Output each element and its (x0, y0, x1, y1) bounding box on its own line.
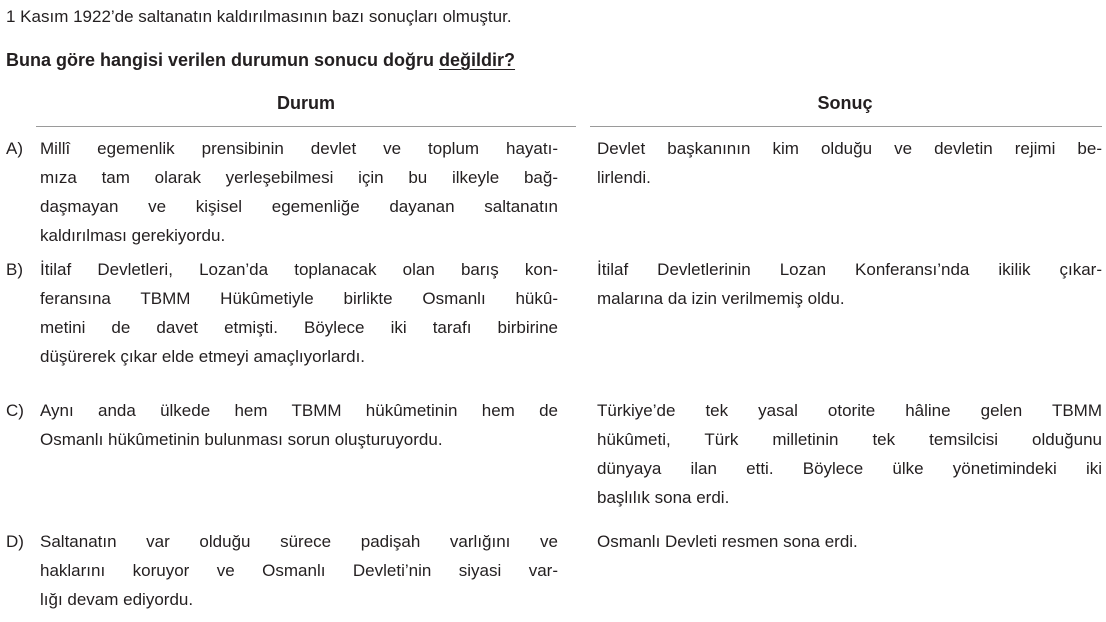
option-durum (40, 134, 558, 250)
durum-line: daşmayan ve kişisel egemenliğe dayanan saltanatın (40, 197, 558, 216)
option-sonuc (597, 527, 1102, 556)
durum-line: lığı devam ediyordu. (40, 590, 194, 609)
option-sonuc (597, 396, 1102, 512)
intro-text: 1 Kasım 1922’de saltanatın kaldırılmasının bazı sonuçları olmuştur. (6, 7, 512, 26)
option-letter: C) (6, 401, 24, 420)
durum-line: haklarını koruyor ve Osmanlı Devleti’nin siyasi var- (40, 561, 558, 580)
option-letter: A) (6, 139, 23, 158)
sonuc-line: malarına da izin verilmemiş oldu. (597, 289, 845, 308)
option-durum (40, 396, 558, 454)
option-letter: B) (6, 260, 23, 279)
column-header-sonuc: Sonuç (817, 93, 873, 113)
sonuc-line: dünyaya ilan etti. Böylece ülke yönetimindeki iki (597, 459, 1102, 478)
header-divider-left (36, 126, 576, 127)
sonuc-line: Türkiye’de tek yasal otorite hâline gelen TBMM (597, 401, 1102, 420)
sonuc-line: hükûmeti, Türk milletinin tek temsilcisi olduğunu (597, 430, 1102, 449)
durum-line: feransına TBMM Hükûmetiyle birlikte Osmanlı hükû- (40, 289, 558, 308)
durum-line: metini de davet etmişti. Böylece iki tarafı birbirine (40, 318, 558, 337)
durum-line: düşürerek çıkar elde etmeyi amaçlıyorlardı. (40, 347, 366, 366)
question-stem (6, 49, 515, 71)
option-sonuc (597, 134, 1102, 192)
sonuc-line: başlılık sona erdi. (597, 488, 730, 507)
sonuc-line: Osmanlı Devleti resmen sona erdi. (597, 532, 858, 551)
sonuc-line: lirlendi. (597, 168, 651, 187)
header-divider-right (590, 126, 1102, 127)
durum-line: Millî egemenlik prensibinin devlet ve toplum hayatı- (40, 139, 558, 158)
sonuc-line: İtilaf Devletlerinin Lozan Konferansı’nda ikilik çıkar- (597, 260, 1102, 279)
option-sonuc (597, 255, 1102, 313)
column-header-durum: Durum (277, 93, 335, 113)
durum-line: mıza tam olarak yerleşebilmesi için bu ilkeyle bağ- (40, 168, 558, 187)
durum-line: Saltanatın var olduğu sürece padişah varlığını ve (40, 532, 558, 551)
durum-line: Aynı anda ülkede hem TBMM hükûmetinin hem de (40, 401, 558, 420)
question-negation: değildir? (439, 50, 516, 70)
durum-line: kaldırılması gerekiyordu. (40, 226, 226, 245)
question-main: Buna göre hangisi verilen durumun sonucu doğru (6, 50, 440, 70)
option-durum (40, 527, 558, 614)
option-letter: D) (6, 532, 24, 551)
durum-line: İtilaf Devletleri, Lozan’da toplanacak olan barış kon- (40, 260, 558, 279)
durum-line: Osmanlı hükûmetinin bulunması sorun oluşturuyordu. (40, 430, 443, 449)
option-durum (40, 255, 558, 371)
sonuc-line: Devlet başkanının kim olduğu ve devletin rejimi be- (597, 139, 1102, 158)
